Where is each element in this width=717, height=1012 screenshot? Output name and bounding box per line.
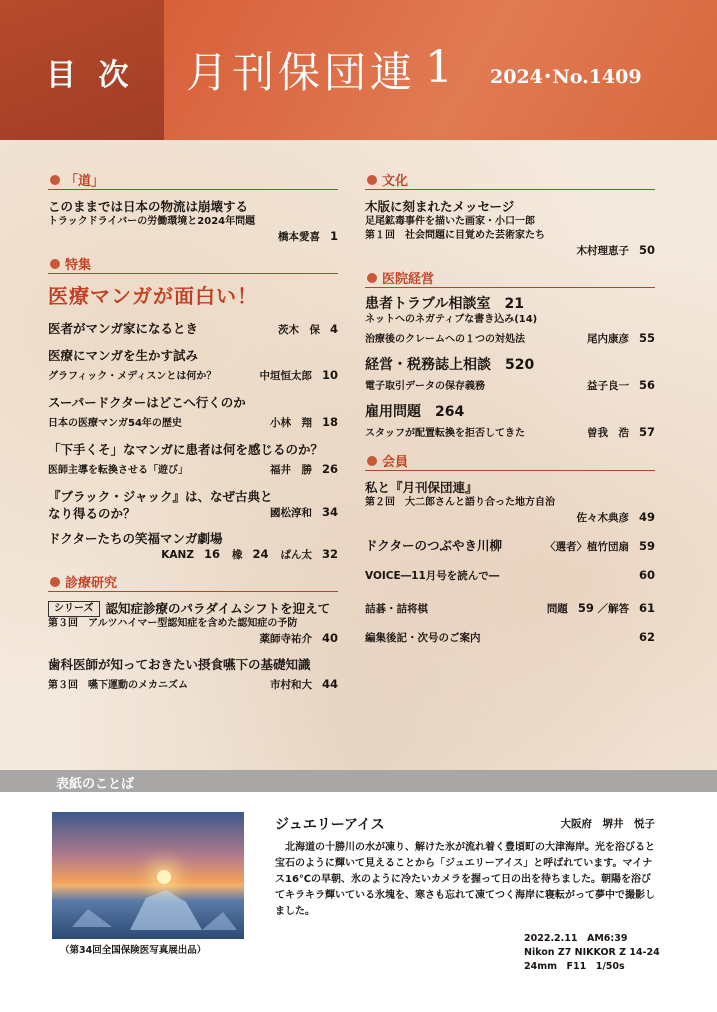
entry-title: 私と『月刊保団連』 xyxy=(365,480,478,495)
entry-title: 認知症診療のパラダイムシフトを迎えて xyxy=(105,601,331,616)
entry-subtitle: 日本の医療マンガ54年の歴史 xyxy=(48,418,182,429)
cover-title: ジュエリーアイス xyxy=(275,817,385,833)
section-title: 「道」 xyxy=(65,174,105,189)
photo-meta-camera: Nikon Z7 NIKKOR Z 14-24 xyxy=(524,947,660,958)
section-title: 医院経営 xyxy=(382,272,435,287)
cover-words-bar xyxy=(0,770,717,792)
entry-author: 國松淳和 xyxy=(269,507,312,519)
entry-subtitle: 医師主導を転換させる「遊び」 xyxy=(48,465,188,476)
bullet-icon xyxy=(367,175,377,185)
left-column xyxy=(48,170,338,703)
entry-title: 医療にマンガを生かす試み xyxy=(48,348,199,363)
section-title: 特集 xyxy=(65,258,92,273)
toc-entry[interactable] xyxy=(365,479,655,525)
section-kaiin xyxy=(365,451,655,471)
entry-page: 59 xyxy=(638,539,655,553)
entry-author: 木村理恵子 xyxy=(576,245,629,257)
entry-author: 曽我 浩 xyxy=(586,427,629,439)
sun-shape xyxy=(157,870,171,884)
entry-subtitle: トラックドライバーの労働環境と2024年問題 xyxy=(48,216,256,227)
entry-author: 〈選者〉植竹団扇 xyxy=(544,541,629,553)
entry-page: 10 xyxy=(321,368,338,382)
entry-subtitle: 第２回 大二郎さんと語り合った地方自治 xyxy=(365,497,555,508)
entry-page: 55 xyxy=(638,331,655,345)
entry-subtitle: 電子取引データの保存義務 xyxy=(365,381,485,392)
toc-entry[interactable] xyxy=(365,568,655,583)
entry-page: 60 xyxy=(638,568,655,582)
bullet-icon xyxy=(367,456,377,466)
toc-entry[interactable] xyxy=(48,394,338,431)
entry-author: 尾内康彦 xyxy=(586,333,629,345)
entry-author: 市村和大 xyxy=(269,679,312,691)
section-bunka xyxy=(365,170,655,190)
entry-title: 「下手くそ」なマンガに患者は何を感じるのか？ xyxy=(48,442,324,457)
photo-meta-date: 2022.2.11 AM6:39 xyxy=(524,933,628,944)
entry-title: ドクターのつぶやき川柳 xyxy=(365,538,503,553)
entry-page: 49 xyxy=(638,510,655,524)
entry-title: 詰碁・詰将棋 xyxy=(365,603,428,615)
toc-entry[interactable]: 詰碁・詰将棋 問題 59 ／解答 61 xyxy=(365,601,655,615)
toc-entry[interactable] xyxy=(48,318,338,337)
entry-title: VOICE―11月号を読んで― xyxy=(365,570,500,582)
photo-caption: （第34回全国保険医写真展出品） xyxy=(60,945,207,956)
puzzle-question-label: 問題 xyxy=(546,603,568,615)
entry-title: このままでは日本の物流は崩壊する xyxy=(48,199,249,214)
entry-author: 益子良一 xyxy=(586,380,629,392)
series-tag: シリーズ xyxy=(48,601,100,617)
entry-page: 44 xyxy=(321,677,338,691)
entry-title: 医者がマンガ家になるとき xyxy=(48,321,199,336)
header-banner xyxy=(0,0,717,140)
section-tokushu xyxy=(48,254,338,274)
manga-author: KANZ xyxy=(161,549,194,561)
issue-number: 2024･No.1409 xyxy=(490,66,642,88)
toc-entry[interactable] xyxy=(48,656,338,693)
toc-entry[interactable] xyxy=(365,404,655,441)
toc-entry[interactable] xyxy=(48,198,338,244)
right-column xyxy=(365,170,655,655)
issue-month: 1 xyxy=(425,42,453,93)
entry-page: 50 xyxy=(638,243,655,257)
entry-page: 24 xyxy=(252,547,269,561)
entry-page: 59 xyxy=(577,601,594,615)
bullet-icon xyxy=(367,273,377,283)
toc-entry[interactable] xyxy=(48,530,338,562)
toc-entry[interactable] xyxy=(365,296,655,347)
toc-entry[interactable] xyxy=(48,600,338,646)
toc-entry[interactable] xyxy=(365,535,655,554)
toc-entry[interactable] xyxy=(48,488,338,520)
ice-shape xyxy=(72,907,112,927)
magazine-title: 月刊保団連 xyxy=(186,48,417,97)
section-title: 会員 xyxy=(382,455,409,470)
entry-author: 中垣恒太郎 xyxy=(259,370,312,382)
entry-page: 32 xyxy=(321,547,338,561)
cover-words-label: 表紙のことば xyxy=(56,777,135,792)
toc-entry[interactable] xyxy=(365,630,655,645)
ice-shape xyxy=(202,912,237,930)
entry-subtitle: 足尾鉱毒事件を描いた画家・小口一郎 xyxy=(365,216,535,227)
entry-title: ドクターたちの笑福マンガ劇場 xyxy=(48,531,223,546)
bullet-icon xyxy=(50,259,60,269)
bullet-icon xyxy=(50,175,60,185)
entry-subtitle: スタッフが配置転換を拒否してきた xyxy=(365,428,525,439)
entry-number: 520 xyxy=(505,357,535,373)
entry-title: スーパードクターはどこへ行くのか xyxy=(48,395,246,410)
entry-author: 福井 勝 xyxy=(269,464,312,476)
entry-page: 56 xyxy=(638,378,655,392)
entry-author: 橋本愛喜 xyxy=(277,231,320,243)
photographer: 大阪府 堺井 悦子 xyxy=(560,818,655,830)
ice-shape xyxy=(122,890,202,930)
manga-author: 橡 xyxy=(231,549,243,561)
entry-page: 57 xyxy=(638,425,655,439)
cover-description: 北海道の十勝川の水が凍り、解けた氷が流れ着く豊頃町の大津海岸。光を浴びると宝石のように輝いて見えることから「ジュエリーアイス」と呼ばれています。マイナス16℃の早朝、氷のように冷たいカメラを握って日の出を待ちました。朝陽を浴びてキラキラ輝いている氷塊を、寒さも忘れて凍てつく海岸に寝転がって夢中で撮影しました。 xyxy=(275,842,655,917)
toc-entry[interactable] xyxy=(48,441,338,478)
entry-page: 62 xyxy=(638,630,655,644)
entry-subtitle: 第３回 アルツハイマー型認知症を含めた認知症の予防 xyxy=(48,618,298,629)
section-iryo-keiei xyxy=(365,268,655,288)
entry-author: 佐々木典彦 xyxy=(576,512,629,524)
entry-title: 編集後記・次号のご案内 xyxy=(365,632,481,644)
entry-subtitle: 治療後のクレームへの１つの対処法 xyxy=(365,334,525,345)
manga-author: ぱん太 xyxy=(280,549,312,561)
puzzle-answer-label: 解答 xyxy=(607,603,629,615)
entry-page: 61 xyxy=(638,601,655,615)
entry-title: 木版に刻まれたメッセージ xyxy=(365,199,515,214)
entry-title: 雇用問題 xyxy=(365,404,421,420)
entry-page: 1 xyxy=(329,229,338,243)
section-title: 診療研究 xyxy=(65,576,118,591)
entry-subtitle: 第１回 社会問題に目覚めた芸術家たち xyxy=(365,230,545,241)
entry-title: 患者トラブル相談室 xyxy=(365,296,491,312)
entry-title: 『ブラック・ジャック』は、なぜ古典となり得るのか？ xyxy=(48,489,273,521)
entry-page: 4 xyxy=(329,322,338,336)
toc-label: 目 次 xyxy=(46,58,135,93)
entry-page: 16 xyxy=(203,547,220,561)
section-michi xyxy=(48,170,338,190)
entry-author: 茨木 保 xyxy=(277,324,320,336)
feature-headline: 医療マンガが面白い！ xyxy=(48,284,258,308)
entry-page: 26 xyxy=(321,462,338,476)
toc-entry[interactable] xyxy=(365,357,655,394)
toc-entry[interactable] xyxy=(365,198,655,258)
entry-page: 34 xyxy=(321,505,338,519)
bullet-icon xyxy=(50,577,60,587)
entry-title: 歯科医師が知っておきたい摂食嚥下の基礎知識 xyxy=(48,657,311,672)
entry-author: 小林 翔 xyxy=(269,417,312,429)
section-title: 文化 xyxy=(382,174,409,189)
entry-number: 264 xyxy=(435,404,465,420)
entry-author: 薬師寺祐介 xyxy=(259,633,312,645)
cover-photo xyxy=(52,812,244,939)
entry-title: 経営・税務誌上相談 xyxy=(365,357,491,373)
entry-page: 40 xyxy=(321,631,338,645)
section-shinryo xyxy=(48,572,338,592)
photo-meta-settings: 24mm F11 1/50s xyxy=(524,961,625,972)
toc-entry[interactable] xyxy=(48,347,338,384)
entry-subtitle: ネットへのネガティブな書き込み(14) xyxy=(365,314,538,325)
entry-page: 18 xyxy=(321,415,338,429)
entry-number: 21 xyxy=(504,296,524,312)
entry-subtitle: グラフィック・メディスンとは何か？ xyxy=(48,371,217,382)
entry-subtitle: 第３回 嚥下運動のメカニズム xyxy=(48,680,188,691)
